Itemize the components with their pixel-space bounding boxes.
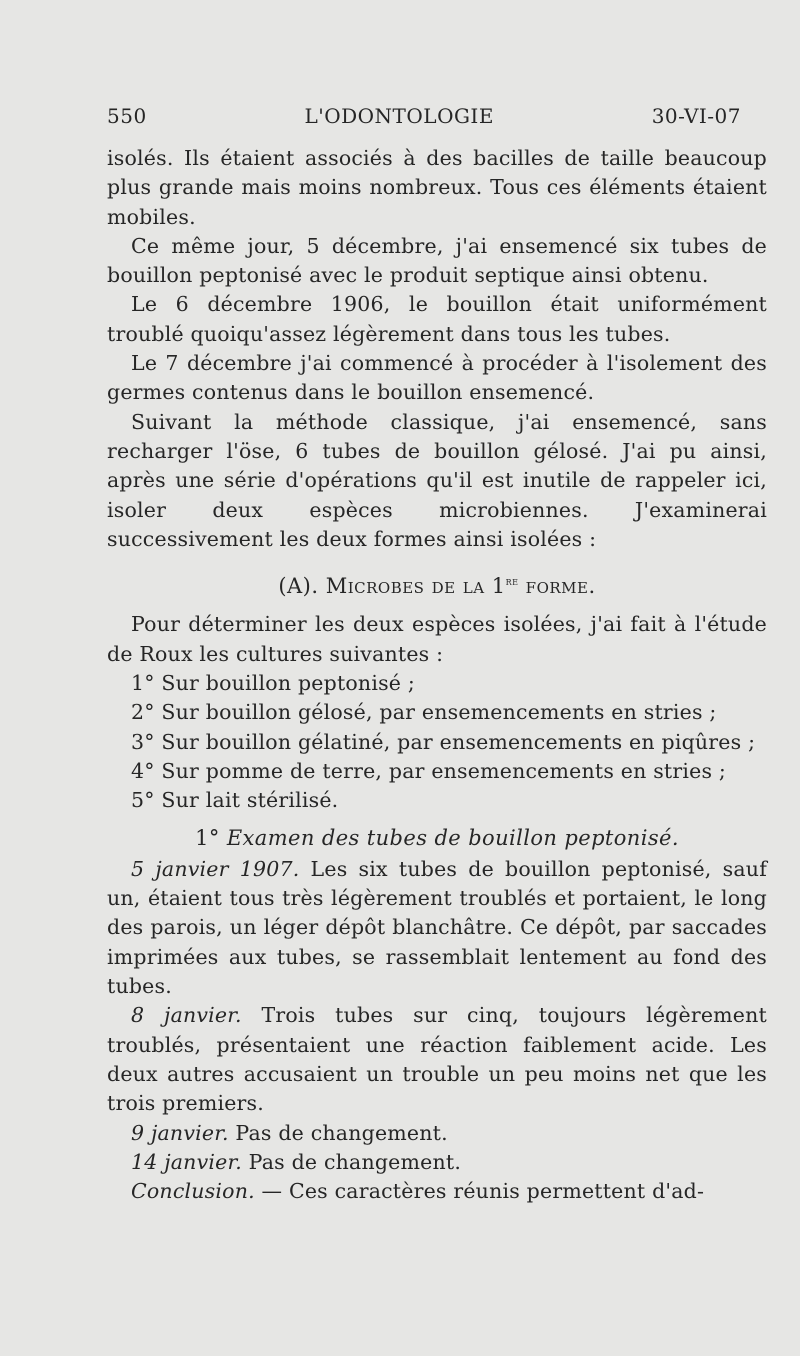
list-item: 2° Sur bouillon gélosé, par ensemencements en stries ; bbox=[131, 700, 717, 725]
list-item: 4° Sur pomme de terre, par ensemencements en stries ; bbox=[131, 758, 726, 783]
body-text bbox=[107, 144, 767, 1206]
entry-text: Pas de changement. bbox=[241, 1149, 462, 1174]
entry-date: 14 janvier. bbox=[131, 1149, 242, 1174]
paragraph: Le 6 décembre 1906, le bouillon était uniformément troublé quoiqu'assez légèrement dans tous les tubes. bbox=[107, 292, 767, 346]
sub-heading-number: 1° bbox=[195, 825, 227, 850]
sub-heading-text: Examen des tubes de bouillon peptonisé. bbox=[226, 825, 679, 850]
entry-text: Les six tubes de bouillon peptonisé, sauf un, étaient tous très légèrement troublés et portaient, le long des parois, un léger dépôt blanchâtre. Ce dépôt, par saccades imprimées aux tubes, se rassemblait lentement au fond des tubes. bbox=[107, 856, 767, 999]
paragraph bbox=[107, 1001, 767, 1118]
journal-title: L'ODONTOLOGIE bbox=[304, 104, 494, 128]
sub-heading bbox=[107, 824, 767, 853]
section-heading-sup: re bbox=[505, 575, 519, 589]
paragraph: Suivant la méthode classique, j'ai ensemencé, sans recharger l'öse, 6 tubes de bouillon gélosé. J'ai pu ainsi, après une série d'opérations qu'il est inutile de rappeler ici, isoler deux espèces microbiennes. J'examinerai successivement les deux formes ainsi isolées : bbox=[107, 409, 767, 551]
section-heading bbox=[107, 567, 767, 601]
paragraph: Pour déterminer les deux espèces isolées, j'ai fait à l'étude de Roux les cultures suivantes : bbox=[107, 612, 767, 666]
paragraph bbox=[107, 855, 767, 1001]
list-item: 3° Sur bouillon gélatiné, par ensemencements en piqûres ; bbox=[131, 729, 756, 754]
list-item: 1° Sur bouillon peptonisé ; bbox=[131, 671, 415, 696]
section-heading-tail: forme. bbox=[518, 574, 596, 599]
paragraph bbox=[107, 1148, 767, 1177]
list-item: 5° Sur lait stérilisé. bbox=[131, 788, 339, 813]
entry-text: Pas de changement. bbox=[228, 1120, 448, 1145]
running-header bbox=[107, 104, 741, 128]
section-heading-text: (A). Microbes de la 1 bbox=[278, 574, 506, 599]
entry-date: 5 janvier 1907. bbox=[131, 856, 300, 881]
entry-date: 9 janvier. bbox=[131, 1120, 229, 1145]
paragraph bbox=[107, 1177, 767, 1206]
conclusion-label: Conclusion. bbox=[131, 1179, 255, 1204]
paragraph: Le 7 décembre j'ai commencé à procéder à l'isolement des germes contenus dans le bouillon ensemencé. bbox=[107, 351, 767, 405]
conclusion-text: — Ces caractères réunis permettent d'ad- bbox=[254, 1179, 705, 1204]
paragraph bbox=[107, 1119, 767, 1148]
issue-date: 30-VI-07 bbox=[651, 104, 741, 128]
paragraph: isolés. Ils étaient associés à des bacilles de taille beaucoup plus grande mais moins nombreux. Tous ces éléments étaient mobiles. bbox=[107, 146, 767, 229]
entry-text: Trois tubes sur cinq, toujours légèrement troublés, présentaient une réaction faiblement acide. Les deux autres accusaient un trouble un peu moins net que les trois premiers. bbox=[107, 1003, 767, 1116]
paragraph: Ce même jour, 5 décembre, j'ai ensemencé six tubes de bouillon peptonisé avec le produit septique ainsi obtenu. bbox=[107, 233, 767, 288]
entry-date: 8 janvier. bbox=[131, 1003, 242, 1028]
page-number: 550 bbox=[107, 104, 147, 128]
